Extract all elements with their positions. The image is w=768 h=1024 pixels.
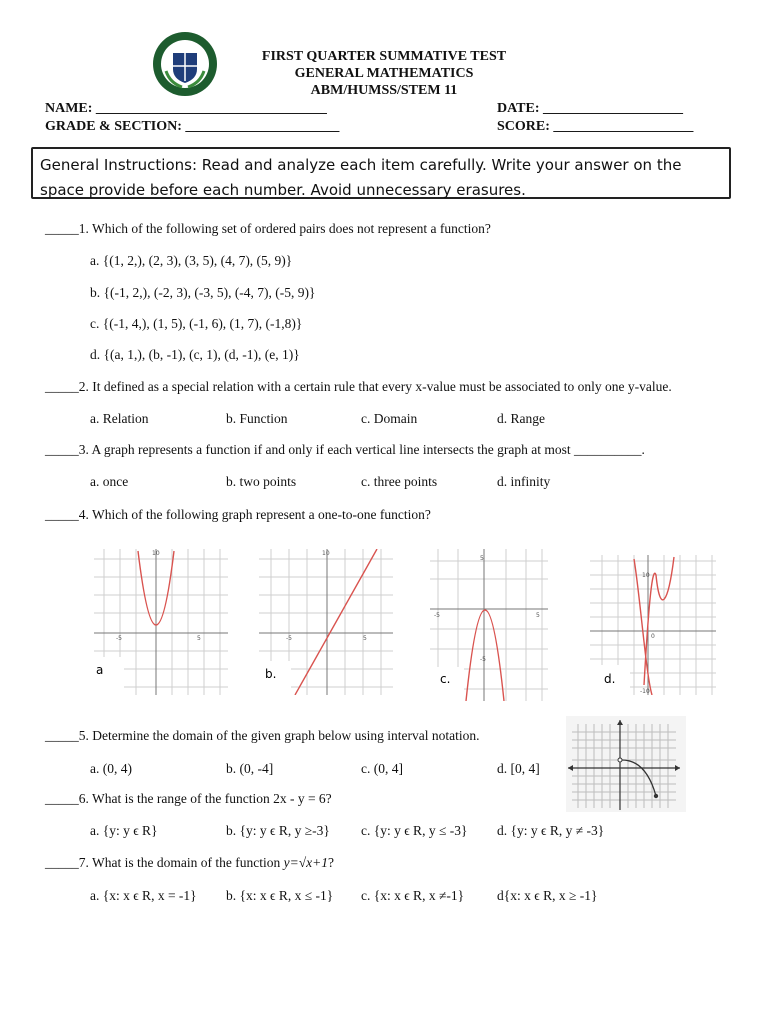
graph-c-tick-neg5-x: -5 bbox=[434, 612, 440, 619]
question-4: _____4. Which of the following graph represent a one-to-one function? bbox=[45, 507, 431, 522]
strand-title: ABM/HUMSS/STEM 11 bbox=[310, 83, 458, 98]
graph-c-label: c. bbox=[440, 672, 451, 686]
q1-option-b: b. {(-1, 2,), (-2, 3), (-3, 5), (-4, 7), (-5, 9)} bbox=[90, 285, 316, 300]
question-1: _____1. Which of the following set of ordered pairs does not represent a function? bbox=[45, 221, 491, 236]
question-7-text: _____7. What is the domain of the function bbox=[45, 855, 284, 870]
graph-a-tick-neg5: -5 bbox=[116, 635, 122, 642]
question-2: _____2. It defined as a special relation with a certain rule that every x-value must be associated to only one y-value. bbox=[45, 379, 672, 394]
q7-option-d: d{x: x ϵ R, x ≥ -1} bbox=[497, 888, 598, 903]
q2-option-b: b. Function bbox=[226, 411, 288, 426]
question-7 bbox=[45, 855, 334, 871]
graph-d-tick-10: 10 bbox=[642, 572, 650, 579]
test-title: FIRST QUARTER SUMMATIVE TEST bbox=[261, 49, 507, 64]
graph-d-tick-neg10: -10 bbox=[640, 688, 650, 695]
q1-option-d: d. {(a, 1,), (b, -1), (c, 1), (d, -1), (e, 1)} bbox=[90, 347, 300, 362]
graph-a-tick-10: 10 bbox=[152, 550, 160, 557]
q2-option-d: d. Range bbox=[497, 411, 545, 426]
q6-option-b: b. {y: y ϵ R, y ≥-3} bbox=[226, 823, 330, 838]
q5-graph bbox=[566, 716, 686, 812]
graph-c-tick-5-x: 5 bbox=[536, 612, 540, 619]
q2-option-c: c. Domain bbox=[361, 411, 418, 426]
date-field[interactable]: DATE: ____________________ bbox=[497, 101, 684, 116]
graph-d-label: d. bbox=[604, 672, 616, 686]
graph-b bbox=[259, 549, 393, 695]
graph-b-label: b. bbox=[265, 667, 277, 681]
score-field[interactable]: SCORE: ____________________ bbox=[497, 119, 694, 134]
graph-c bbox=[430, 549, 548, 701]
q7-question-mark: ? bbox=[327, 855, 334, 870]
q6-option-c: c. {y: y ϵ R, y ≤ -3} bbox=[361, 823, 468, 838]
q7-option-c: c. {x: x ϵ R, x ≠-1} bbox=[361, 888, 465, 903]
q3-option-c: c. three points bbox=[361, 474, 438, 489]
q3-option-d: d. infinity bbox=[497, 474, 551, 489]
q1-option-c: c. {(-1, 4,), (1, 5), (-1, 6), (1, 7), (-1,8)} bbox=[90, 316, 303, 331]
q1-option-a: a. {(1, 2,), (2, 3), (3, 5), (4, 7), (5, 9)} bbox=[90, 253, 293, 268]
question-3: _____3. A graph represents a function if and only if each vertical line intersects the graph at most __________. bbox=[45, 442, 645, 457]
q5-option-b: b. (0, -4] bbox=[226, 761, 274, 776]
subject-title: GENERAL MATHEMATICS bbox=[294, 66, 474, 81]
graph-b-tick-10: 10 bbox=[322, 550, 330, 557]
q6-option-a: a. {y: y ϵ R} bbox=[90, 823, 158, 838]
q2-option-a: a. Relation bbox=[90, 411, 149, 426]
graph-a-tick-5: 5 bbox=[197, 635, 201, 642]
graph-b-tick-5: 5 bbox=[363, 635, 367, 642]
graph-a-label: a bbox=[96, 663, 104, 677]
q3-option-a: a. once bbox=[90, 474, 129, 489]
name-field[interactable]: NAME: _________________________________ bbox=[45, 101, 327, 116]
q7-option-b: b. {x: x ϵ R, x ≤ -1} bbox=[226, 888, 334, 903]
question-6: _____6. What is the range of the function 2x - y = 6? bbox=[45, 791, 332, 806]
q6-option-d: d. {y: y ϵ R, y ≠ -3} bbox=[497, 823, 605, 838]
q7-formula: y=√x+1 bbox=[283, 855, 328, 870]
graph-c-tick-neg5: -5 bbox=[480, 656, 486, 663]
graph-c-tick-5: 5 bbox=[480, 555, 484, 562]
grade-section-field[interactable]: GRADE & SECTION: ______________________ bbox=[45, 119, 340, 134]
question-5: _____5. Determine the domain of the given graph below using interval notation. bbox=[45, 728, 480, 743]
graph-d bbox=[590, 555, 716, 695]
q3-option-b: b. two points bbox=[226, 474, 297, 489]
graph-b-tick-neg5: -5 bbox=[286, 635, 292, 642]
q5-option-c: c. (0, 4] bbox=[361, 761, 403, 776]
q5-option-d: d. [0, 4] bbox=[497, 761, 540, 776]
q5-option-a: a. (0, 4) bbox=[90, 761, 132, 776]
q7-option-a: a. {x: x ϵ R, x = -1} bbox=[90, 888, 197, 903]
graph-a bbox=[94, 549, 228, 695]
general-instructions-box: General Instructions: Read and analyze each item carefully. Write your answer on the space provide before each number. Avoid unnecessary erasures. bbox=[31, 147, 731, 199]
graph-d-tick-0: 0 bbox=[651, 633, 655, 640]
